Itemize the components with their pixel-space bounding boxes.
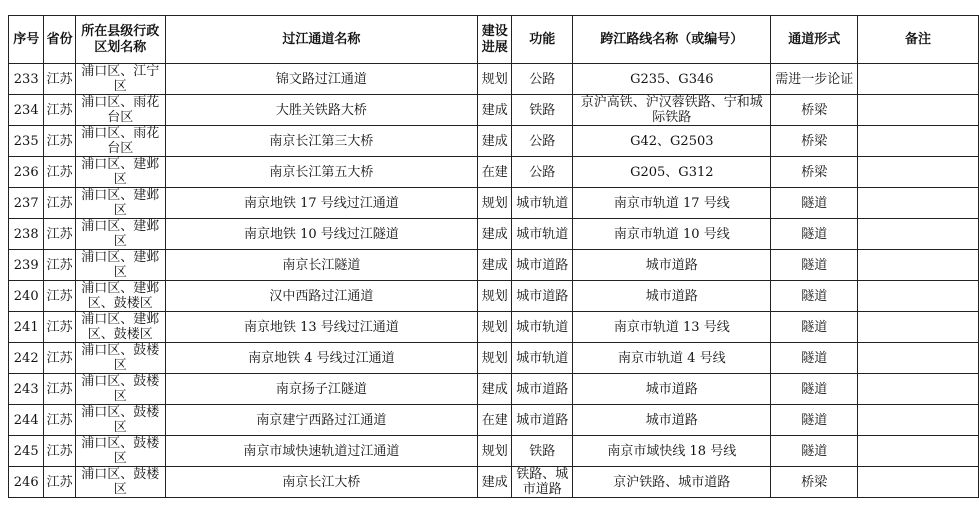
cell-form: 桥梁 xyxy=(771,95,858,126)
cell-function: 铁路 xyxy=(512,436,573,467)
cell-form: 需进一步论证 xyxy=(771,64,858,95)
cell-status: 规划 xyxy=(478,281,512,312)
header-status: 建设进展 xyxy=(478,16,512,64)
cell-seq: 237 xyxy=(9,188,44,219)
cell-remark xyxy=(858,467,979,498)
cell-province: 江苏 xyxy=(44,343,76,374)
header-remark: 备注 xyxy=(858,16,979,64)
cell-district: 浦口区、鼓楼区 xyxy=(75,343,165,374)
header-form: 通道形式 xyxy=(771,16,858,64)
cell-province: 江苏 xyxy=(44,219,76,250)
cell-route: 城市道路 xyxy=(573,374,771,405)
cell-form: 隧道 xyxy=(771,374,858,405)
table-row xyxy=(9,281,979,312)
cell-status: 规划 xyxy=(478,343,512,374)
cell-status: 建成 xyxy=(478,467,512,498)
cell-district: 浦口区、建邺区 xyxy=(75,250,165,281)
cell-route: G205、G312 xyxy=(573,157,771,188)
cell-province: 江苏 xyxy=(44,436,76,467)
cell-district: 浦口区、鼓楼区 xyxy=(75,405,165,436)
cell-form: 桥梁 xyxy=(771,126,858,157)
river-crossing-table xyxy=(8,15,979,498)
cell-form: 隧道 xyxy=(771,312,858,343)
cell-route: 南京市轨道 13 号线 xyxy=(573,312,771,343)
cell-name: 南京地铁 13 号线过江通道 xyxy=(165,312,478,343)
cell-remark xyxy=(858,436,979,467)
table-row xyxy=(9,219,979,250)
cell-name: 南京建宁西路过江通道 xyxy=(165,405,478,436)
cell-seq: 239 xyxy=(9,250,44,281)
cell-district: 浦口区、建邺区 xyxy=(75,188,165,219)
table-row xyxy=(9,64,979,95)
cell-seq: 246 xyxy=(9,467,44,498)
cell-route: 京沪高铁、沪汉蓉铁路、宁和城际铁路 xyxy=(573,95,771,126)
cell-function: 公路 xyxy=(512,126,573,157)
cell-province: 江苏 xyxy=(44,467,76,498)
cell-seq: 235 xyxy=(9,126,44,157)
cell-name: 锦文路过江通道 xyxy=(165,64,478,95)
cell-function: 铁路、城市道路 xyxy=(512,467,573,498)
cell-province: 江苏 xyxy=(44,188,76,219)
cell-route: 南京市轨道 17 号线 xyxy=(573,188,771,219)
table-body xyxy=(9,64,979,498)
table-row xyxy=(9,312,979,343)
cell-form: 隧道 xyxy=(771,281,858,312)
cell-function: 城市道路 xyxy=(512,405,573,436)
cell-status: 在建 xyxy=(478,405,512,436)
header-district: 所在县级行政区划名称 xyxy=(75,16,165,64)
cell-function: 公路 xyxy=(512,157,573,188)
cell-function: 城市轨道 xyxy=(512,343,573,374)
cell-remark xyxy=(858,95,979,126)
cell-district: 浦口区、雨花台区 xyxy=(75,126,165,157)
table-row xyxy=(9,157,979,188)
cell-district: 浦口区、建邺区 xyxy=(75,157,165,188)
cell-province: 江苏 xyxy=(44,250,76,281)
cell-form: 隧道 xyxy=(771,436,858,467)
cell-name: 汉中西路过江通道 xyxy=(165,281,478,312)
cell-name: 南京长江第五大桥 xyxy=(165,157,478,188)
cell-name: 南京市域快速轨道过江通道 xyxy=(165,436,478,467)
cell-district: 浦口区、建邺区、鼓楼区 xyxy=(75,281,165,312)
cell-name: 南京扬子江隧道 xyxy=(165,374,478,405)
cell-remark xyxy=(858,343,979,374)
cell-status: 建成 xyxy=(478,95,512,126)
cell-status: 建成 xyxy=(478,374,512,405)
cell-district: 浦口区、雨花台区 xyxy=(75,95,165,126)
cell-province: 江苏 xyxy=(44,126,76,157)
cell-route: 城市道路 xyxy=(573,250,771,281)
cell-route: G42、G2503 xyxy=(573,126,771,157)
cell-remark xyxy=(858,281,979,312)
cell-province: 江苏 xyxy=(44,312,76,343)
cell-status: 规划 xyxy=(478,64,512,95)
cell-province: 江苏 xyxy=(44,64,76,95)
cell-remark xyxy=(858,126,979,157)
cell-district: 浦口区、鼓楼区 xyxy=(75,374,165,405)
cell-remark xyxy=(858,157,979,188)
cell-province: 江苏 xyxy=(44,95,76,126)
cell-province: 江苏 xyxy=(44,374,76,405)
cell-seq: 242 xyxy=(9,343,44,374)
cell-form: 桥梁 xyxy=(771,467,858,498)
cell-route: 南京市轨道 10 号线 xyxy=(573,219,771,250)
cell-province: 江苏 xyxy=(44,281,76,312)
cell-seq: 238 xyxy=(9,219,44,250)
cell-status: 规划 xyxy=(478,188,512,219)
cell-function: 城市轨道 xyxy=(512,312,573,343)
table-row xyxy=(9,250,979,281)
cell-seq: 241 xyxy=(9,312,44,343)
cell-route: 南京市轨道 4 号线 xyxy=(573,343,771,374)
cell-district: 浦口区、鼓楼区 xyxy=(75,436,165,467)
cell-function: 城市道路 xyxy=(512,374,573,405)
cell-status: 建成 xyxy=(478,219,512,250)
cell-district: 浦口区、建邺区、鼓楼区 xyxy=(75,312,165,343)
cell-seq: 233 xyxy=(9,64,44,95)
table-row xyxy=(9,436,979,467)
cell-name: 南京地铁 4 号线过江通道 xyxy=(165,343,478,374)
cell-function: 城市道路 xyxy=(512,250,573,281)
cell-remark xyxy=(858,374,979,405)
header-province: 省份 xyxy=(44,16,76,64)
cell-name: 南京长江第三大桥 xyxy=(165,126,478,157)
header-route: 跨江路线名称（或编号） xyxy=(573,16,771,64)
cell-district: 浦口区、建邺区 xyxy=(75,219,165,250)
cell-seq: 236 xyxy=(9,157,44,188)
cell-form: 隧道 xyxy=(771,250,858,281)
cell-route: G235、G346 xyxy=(573,64,771,95)
cell-function: 城市轨道 xyxy=(512,219,573,250)
cell-seq: 240 xyxy=(9,281,44,312)
table-row xyxy=(9,188,979,219)
cell-form: 隧道 xyxy=(771,219,858,250)
cell-name: 南京地铁 17 号线过江通道 xyxy=(165,188,478,219)
cell-province: 江苏 xyxy=(44,157,76,188)
cell-seq: 245 xyxy=(9,436,44,467)
cell-function: 铁路 xyxy=(512,95,573,126)
cell-route: 城市道路 xyxy=(573,405,771,436)
cell-remark xyxy=(858,312,979,343)
cell-seq: 244 xyxy=(9,405,44,436)
table-row xyxy=(9,405,979,436)
cell-remark xyxy=(858,188,979,219)
cell-form: 隧道 xyxy=(771,188,858,219)
cell-route: 城市道路 xyxy=(573,281,771,312)
header-seq: 序号 xyxy=(9,16,44,64)
cell-function: 公路 xyxy=(512,64,573,95)
cell-route: 京沪铁路、城市道路 xyxy=(573,467,771,498)
cell-name: 南京长江大桥 xyxy=(165,467,478,498)
cell-status: 在建 xyxy=(478,157,512,188)
cell-form: 桥梁 xyxy=(771,157,858,188)
cell-name: 南京地铁 10 号线过江隧道 xyxy=(165,219,478,250)
cell-remark xyxy=(858,64,979,95)
cell-route: 南京市域快线 18 号线 xyxy=(573,436,771,467)
table-row xyxy=(9,343,979,374)
cell-status: 建成 xyxy=(478,250,512,281)
header-name: 过江通道名称 xyxy=(165,16,478,64)
table-row xyxy=(9,374,979,405)
cell-seq: 234 xyxy=(9,95,44,126)
cell-remark xyxy=(858,405,979,436)
cell-province: 江苏 xyxy=(44,405,76,436)
cell-name: 南京长江隧道 xyxy=(165,250,478,281)
cell-function: 城市轨道 xyxy=(512,188,573,219)
cell-form: 隧道 xyxy=(771,405,858,436)
cell-remark xyxy=(858,250,979,281)
table-row xyxy=(9,95,979,126)
cell-name: 大胜关铁路大桥 xyxy=(165,95,478,126)
header-function: 功能 xyxy=(512,16,573,64)
cell-district: 浦口区、鼓楼区 xyxy=(75,467,165,498)
cell-status: 建成 xyxy=(478,126,512,157)
cell-status: 规划 xyxy=(478,436,512,467)
header-row xyxy=(9,16,979,64)
cell-status: 规划 xyxy=(478,312,512,343)
cell-remark xyxy=(858,219,979,250)
table-row xyxy=(9,126,979,157)
cell-function: 城市道路 xyxy=(512,281,573,312)
table-row xyxy=(9,467,979,498)
cell-seq: 243 xyxy=(9,374,44,405)
cell-district: 浦口区、江宁区 xyxy=(75,64,165,95)
cell-form: 隧道 xyxy=(771,343,858,374)
